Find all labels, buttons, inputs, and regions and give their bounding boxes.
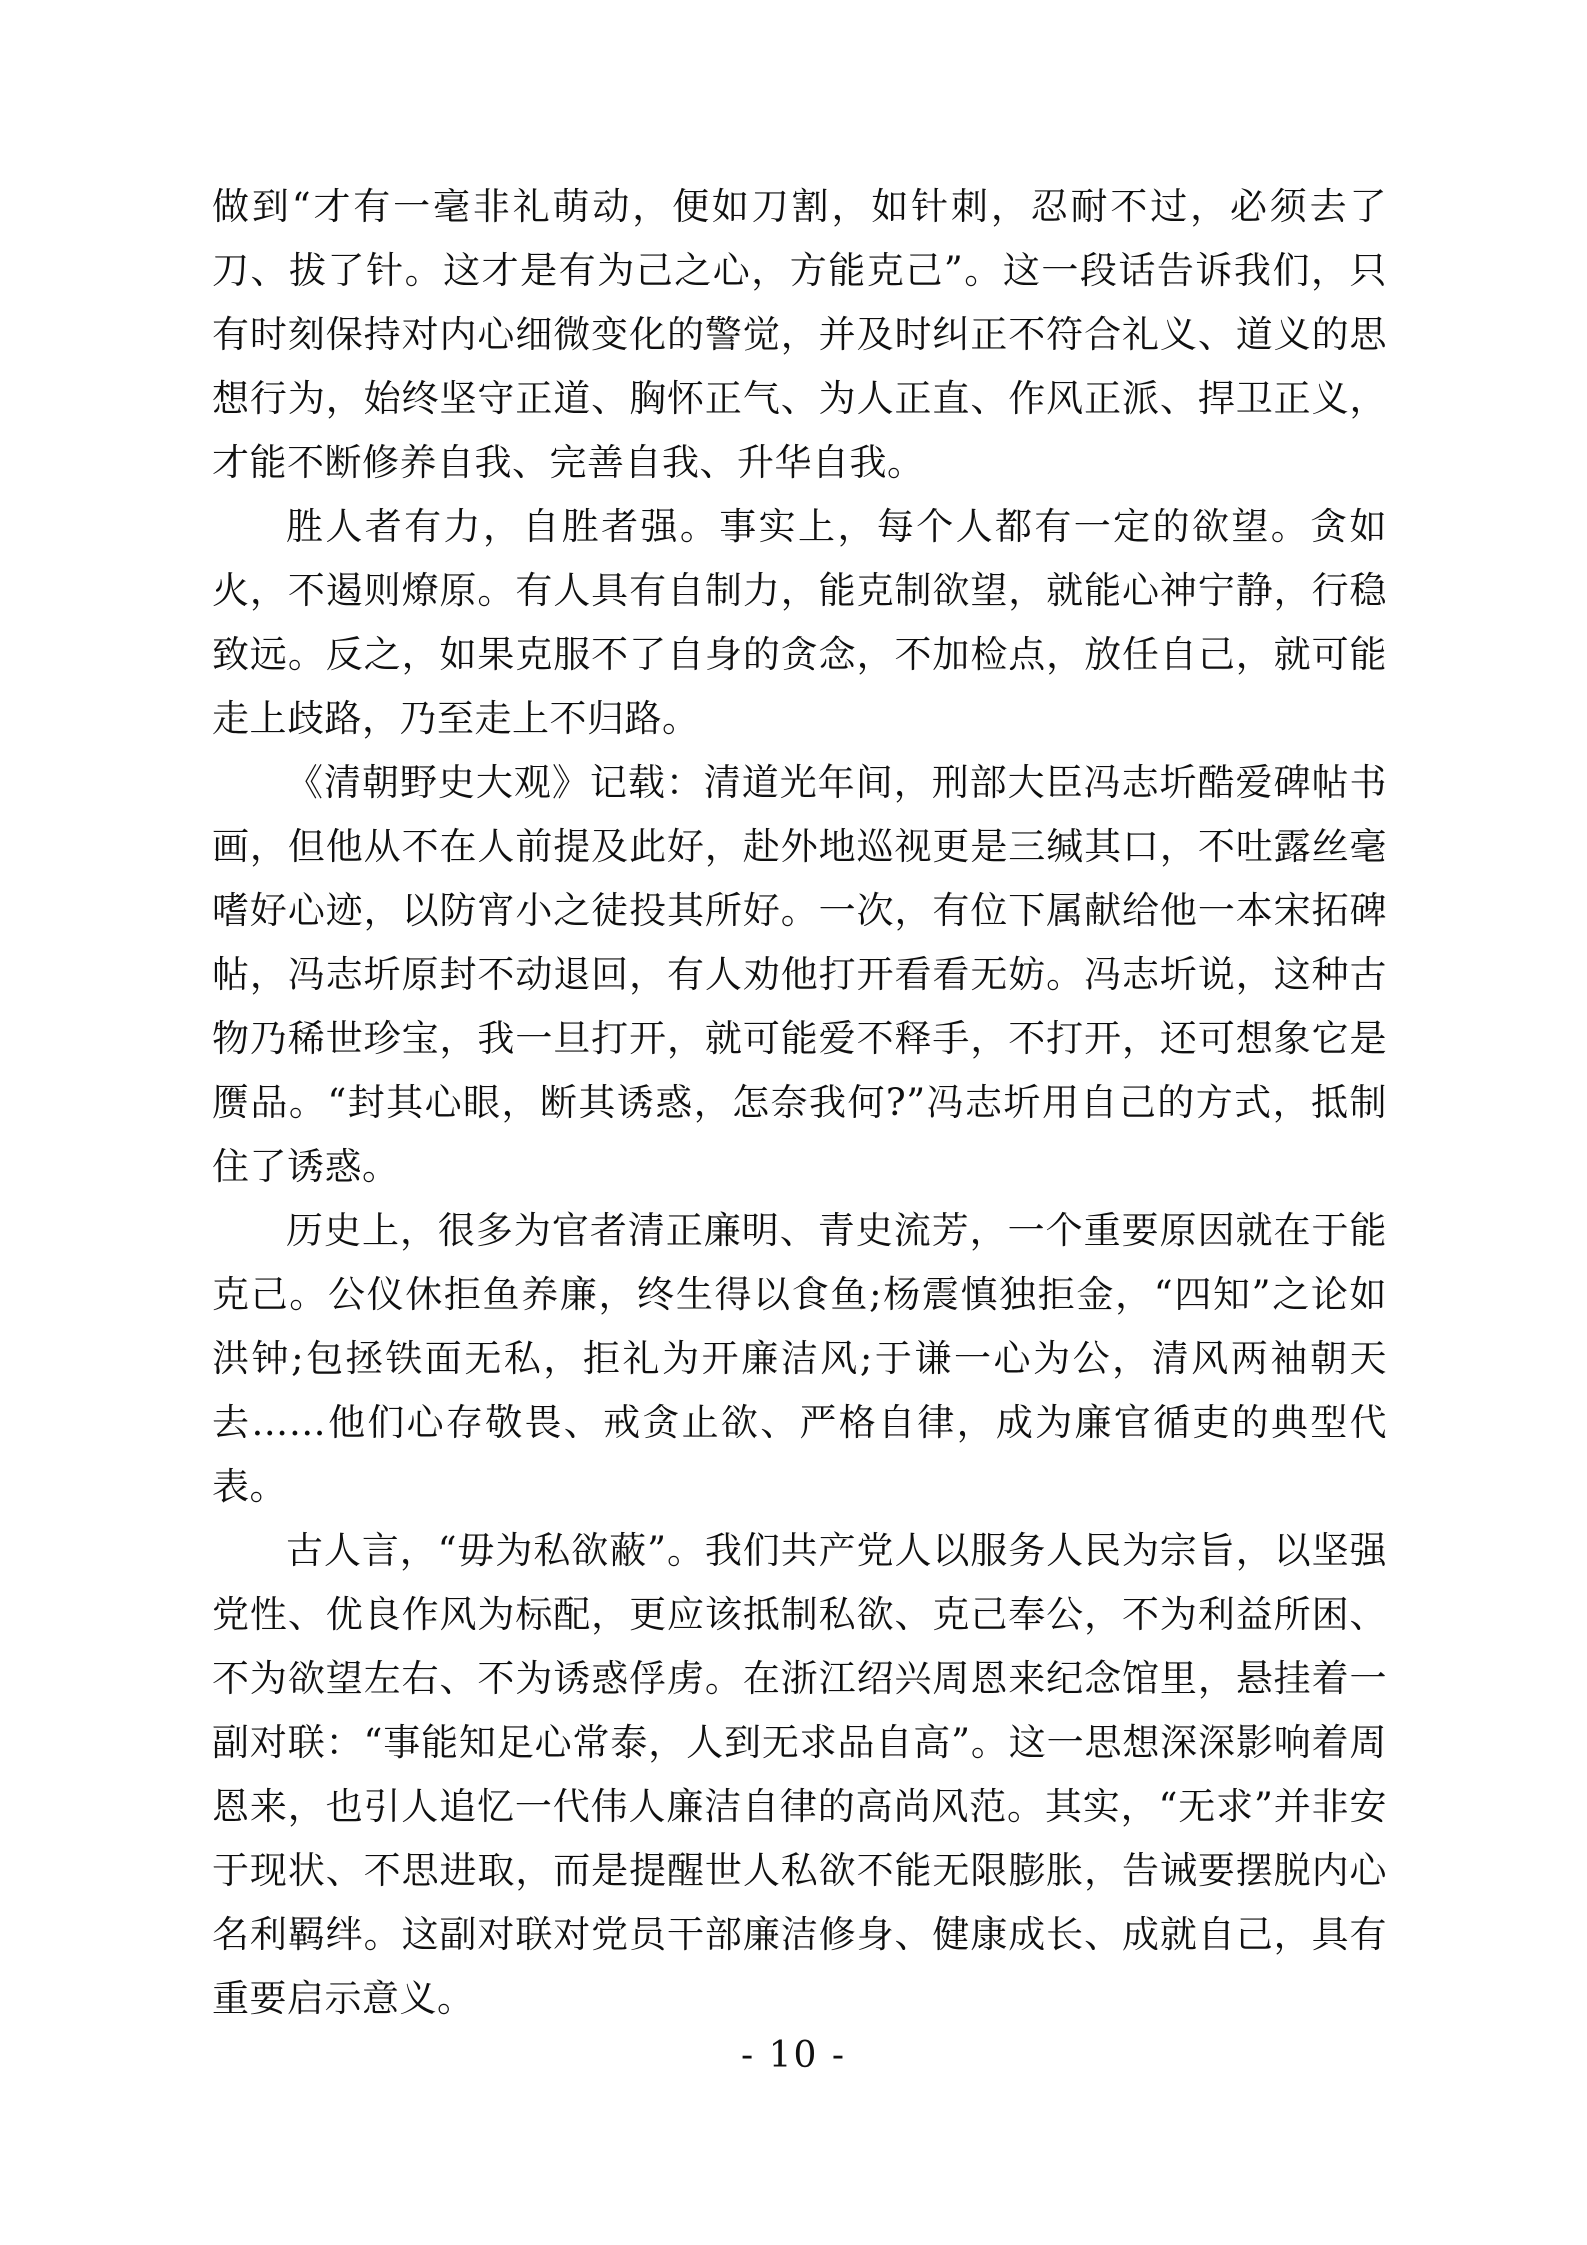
paragraph-3: 《清朝野史大观》记载：清道光年间，刑部大臣冯志圻酷爱碑帖书画，但他从不在人前提及此好，赴外地巡视更是三缄其口，不吐露丝毫嗜好心迹，以防宵小之徒投其所好。一次，有位下属献给他一本宋拓碑帖，冯志圻原封不动退回，有人劝他打开看看无妨。冯志圻说，这种古物乃稀世珍宝，我一旦打开，就可能爱不释手，不打开，还可想象它是赝品。“封其心眼，断其诱惑，怎奈我何?”冯志圻用自己的方式，抵制住了诱惑。 (212, 761, 1387, 1188)
paragraph-4: 历史上，很多为官者清正廉明、青史流芳，一个重要原因就在于能克己。公仪休拒鱼养廉，终生得以食鱼;杨震慎独拒金，“四知”之论如洪钟;包拯铁面无私，拒礼为开廉洁风;于谦一心为公，清风两袖朝天去……他们心存敬畏、戒贪止欲、严格自律，成为廉官循吏的典型代表。 (212, 1209, 1387, 1508)
paragraph-2: 胜人者有力，自胜者强。事实上，每个人都有一定的欲望。贪如火，不遏则燎原。有人具有自制力，能克制欲望，就能心神宁静，行稳致远。反之，如果克服不了自身的贪念，不加检点，放任自己，就可能走上歧路，乃至走上不归路。 (212, 505, 1387, 740)
page-number: - 10 - (740, 2035, 847, 2076)
paragraph-1: 做到“才有一毫非礼萌动，便如刀割，如针刺，忍耐不过，必须去了刀、拔了针。这才是有为己之心，方能克己”。这一段话告诉我们，只有时刻保持对内心细微变化的警觉，并及时纠正不符合礼义、道义的思想行为，始终坚守正道、胸怀正气、为人正直、作风正派、捍卫正义，才能不断修养自我、完善自我、升华自我。 (212, 185, 1387, 484)
paragraph-5: 古人言，“毋为私欲蔽”。我们共产党人以服务人民为宗旨，以坚强党性、优良作风为标配，更应该抵制私欲、克己奉公，不为利益所困、不为欲望左右、不为诱惑俘虏。在浙江绍兴周恩来纪念馆里，悬挂着一副对联：“事能知足心常泰，人到无求品自高”。这一思想深深影响着周恩来，也引人追忆一代伟人廉洁自律的高尚风范。其实，“无求”并非安于现状、不思进取，而是提醒世人私欲不能无限膨胀，告诫要摆脱内心名利羁绊。这副对联对党员干部廉洁修身、健康成长、成就自己，具有重要启示意义。 (212, 1529, 1387, 2020)
page-body (212, 175, 1387, 2031)
